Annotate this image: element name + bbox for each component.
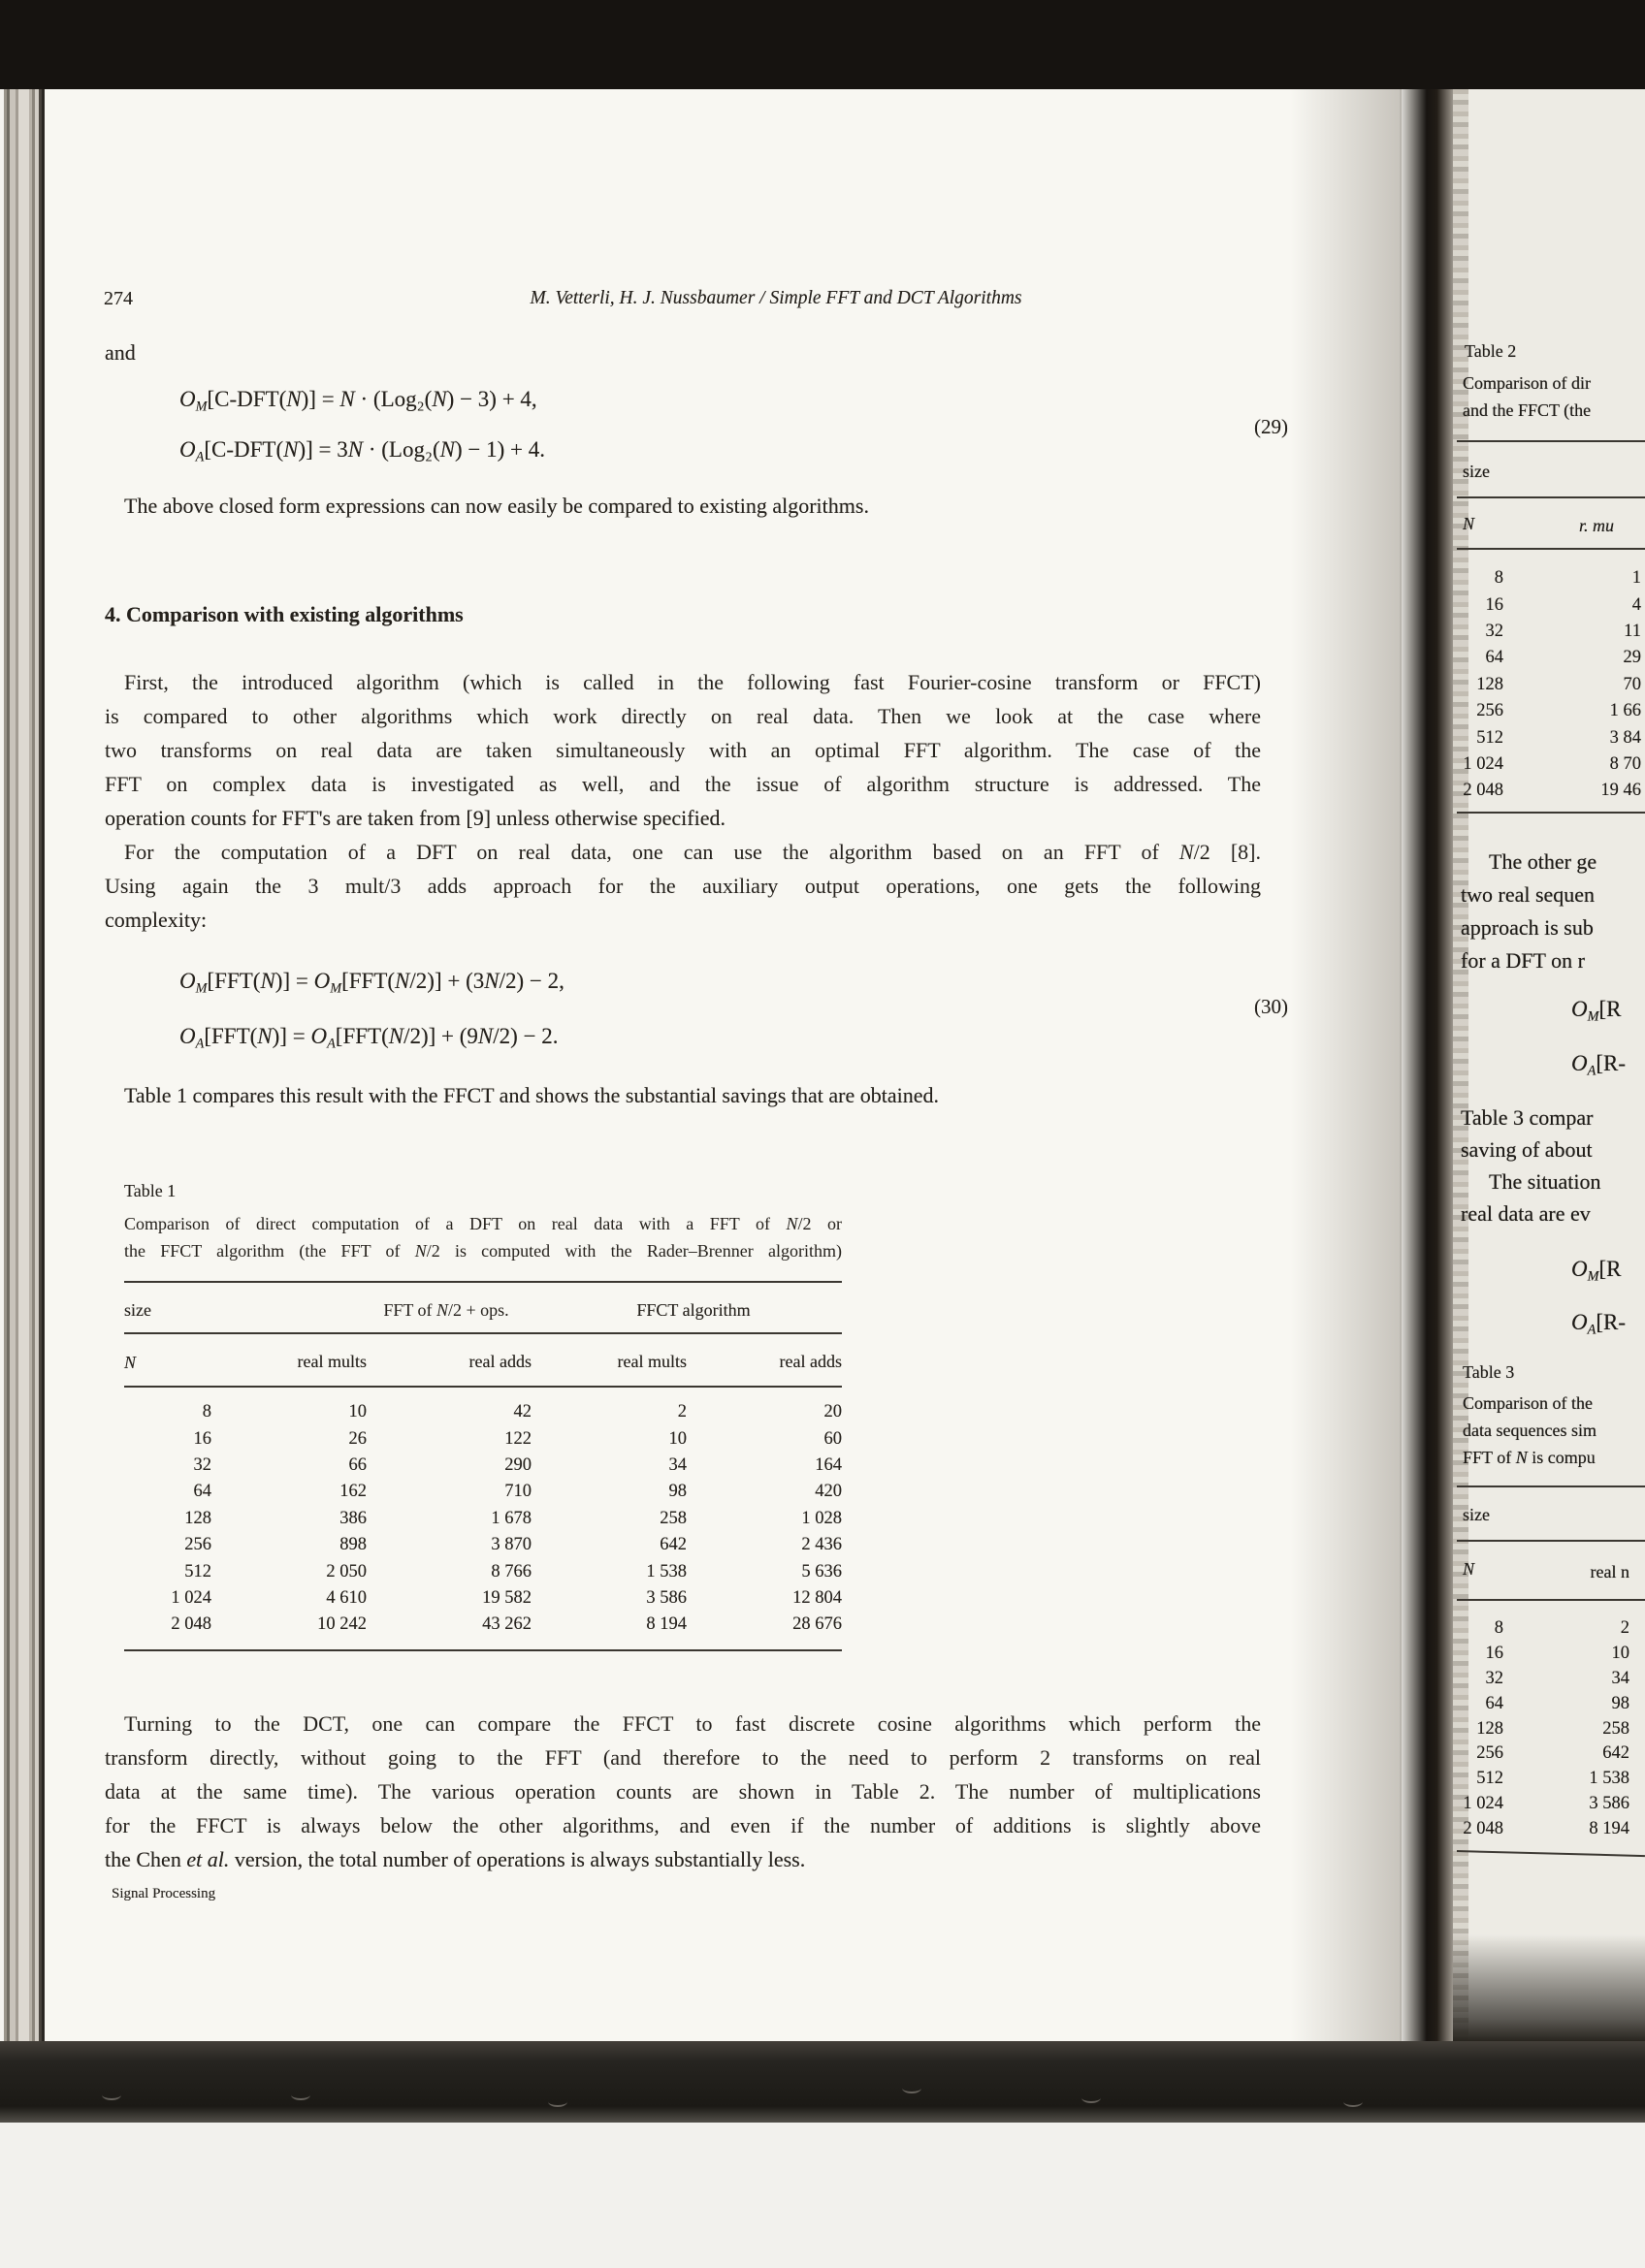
table-row: [1457, 1667, 1645, 1692]
equation-30-line-2: OA[FFT(N)] = OA[FFT(N/2)] + (9N/2) − 2.: [179, 1024, 559, 1052]
table-cell: 642: [660, 1535, 687, 1555]
table-cell: 2 048: [171, 1614, 211, 1635]
table-cell: 10: [1611, 1644, 1629, 1664]
table-row: [1457, 1816, 1645, 1841]
right-equation-fragment: OM[R: [1571, 1257, 1622, 1285]
table2-rule-bottom: [1457, 812, 1645, 814]
section-heading: 4. Comparison with existing algorithms: [105, 602, 464, 626]
journal-footer: Signal Processing: [112, 1886, 216, 1901]
table-cell: 2 048: [1463, 781, 1503, 801]
lead-word: and: [105, 340, 136, 365]
table-cell: 512: [184, 1561, 211, 1581]
table-row: [124, 1479, 842, 1505]
table-row: [124, 1558, 842, 1584]
table-cell: 60: [823, 1428, 842, 1449]
table1-col-n: N: [124, 1353, 137, 1372]
table3-body: [1457, 1616, 1645, 1841]
table-cell: 8 766: [491, 1561, 532, 1581]
table-row: [1457, 1691, 1645, 1716]
table2-title: Table 2: [1465, 341, 1517, 361]
equation-29-line-2: OA[C-DFT(N)] = 3N · (Log₂(N) − 1) + 4.: [179, 437, 546, 465]
table1-col-real-mults-ffct: real mults: [617, 1352, 687, 1371]
body-line: two transforms on real data are taken simultaneously with an optimal FFT algorithm. The case of the: [105, 738, 1261, 762]
right-page-bottom-fade: [1453, 1934, 1645, 2041]
table-cell: 4 610: [326, 1587, 367, 1608]
bottom-page-edge-band: [0, 2041, 1645, 2123]
table1-rule-top: [124, 1281, 842, 1283]
table-cell: 8: [202, 1402, 211, 1422]
right-equation-fragment: OA[R-: [1571, 1051, 1627, 1079]
right-body-line: The other ge: [1489, 849, 1597, 874]
table-cell: 290: [504, 1454, 532, 1475]
table-cell: 420: [815, 1482, 842, 1502]
table-cell: 28 676: [792, 1614, 842, 1635]
table-cell: 34: [1611, 1668, 1629, 1688]
table-cell: 10: [348, 1402, 367, 1422]
table1-col-real-mults-fft: real mults: [297, 1352, 367, 1371]
table-row: [1457, 724, 1645, 751]
table-cell: 3 586: [646, 1587, 687, 1608]
film-top-band: [0, 0, 1645, 89]
table1-rule-mid: [124, 1332, 842, 1334]
table-cell: 20: [823, 1402, 842, 1422]
table1-title: Table 1: [124, 1181, 177, 1200]
table-cell: 8 70: [1609, 753, 1641, 774]
right-body-line: Table 3 compar: [1461, 1105, 1594, 1130]
body-line: operation counts for FFT's are taken from [9] unless otherwise specified.: [105, 806, 726, 830]
page-curl-highlight: [902, 2083, 921, 2093]
table2-col-n: N: [1463, 514, 1475, 533]
table-cell: 98: [668, 1482, 687, 1502]
table-row: [124, 1425, 842, 1452]
table-cell: 3 870: [491, 1535, 532, 1555]
body-line: is compared to other algorithms which work directly on real data. Then we look at the case where: [105, 704, 1261, 728]
page-curl-highlight: [1081, 2092, 1101, 2103]
table-row: [1457, 591, 1645, 618]
table-cell: 128: [184, 1508, 211, 1528]
table-cell: 64: [1485, 648, 1503, 668]
table-cell: 16: [1485, 1644, 1503, 1664]
table1-col-real-adds-fft: real adds: [468, 1352, 532, 1371]
table-cell: 32: [1485, 1668, 1503, 1688]
table-cell: 16: [193, 1428, 211, 1449]
table3-caption-line: data sequences sim: [1463, 1421, 1597, 1440]
table-row: [1457, 565, 1645, 591]
table-cell: 386: [339, 1508, 367, 1528]
table-row: [124, 1453, 842, 1479]
table-row: [1457, 619, 1645, 645]
table-cell: 98: [1611, 1693, 1629, 1713]
table-cell: 1 678: [491, 1508, 532, 1528]
table-cell: 3 586: [1589, 1793, 1629, 1813]
table3-rule-top: [1457, 1485, 1645, 1487]
body-line: the Chen et al. version, the total number of operations is always substantially less.: [105, 1847, 806, 1871]
table-row: [1457, 751, 1645, 778]
table2-body: [1457, 565, 1645, 805]
equation-29-label: (29): [1254, 415, 1288, 438]
table-cell: 5 636: [801, 1561, 842, 1581]
table-cell: 42: [513, 1402, 532, 1422]
right-body-line: real data are ev: [1461, 1201, 1591, 1226]
table-row: [124, 1399, 842, 1425]
table-cell: 512: [1476, 727, 1503, 748]
table-cell: 29: [1623, 648, 1641, 668]
table-row: [1457, 698, 1645, 724]
table-row: [1457, 672, 1645, 698]
table-row: [124, 1612, 842, 1638]
right-body-line: saving of about: [1461, 1137, 1593, 1162]
table3-col-mults: real n: [1590, 1562, 1629, 1581]
table-row: [1457, 1767, 1645, 1792]
table-cell: 1 028: [801, 1508, 842, 1528]
table-cell: 66: [348, 1454, 367, 1475]
table-cell: 70: [1623, 674, 1641, 694]
left-page-edge-strip: [0, 89, 45, 2123]
table3-title: Table 3: [1463, 1362, 1515, 1382]
table3-caption-line: Comparison of the: [1463, 1393, 1593, 1413]
book-spine-shadow: [1400, 89, 1460, 2123]
table3-caption-line: FFT of N is compu: [1463, 1448, 1596, 1467]
table-row: [1457, 645, 1645, 671]
table-cell: 2: [677, 1402, 687, 1422]
table2-caption-line: and the FFCT (the: [1463, 400, 1592, 420]
equation-30-label: (30): [1254, 995, 1288, 1018]
table-cell: 8: [1494, 1618, 1503, 1639]
table2-rule-top: [1457, 440, 1645, 442]
table-cell: 1 024: [1463, 1793, 1503, 1813]
body-line: FFT on complex data is investigated as well, and the issue of algorithm structure is addressed. The: [105, 772, 1261, 796]
table-row: [1457, 1741, 1645, 1767]
table2-caption-line: Comparison of dir: [1463, 373, 1591, 393]
table-cell: 3 84: [1609, 727, 1641, 748]
table2-rule-head: [1457, 548, 1645, 550]
table-cell: 1 66: [1609, 701, 1641, 721]
body-line: transform directly, without going to the FFT (and therefore to the need to perform 2 transforms on real: [105, 1745, 1261, 1770]
table-cell: 256: [1476, 701, 1503, 721]
table1-rule-head: [124, 1386, 842, 1388]
table1-intro-sentence: Table 1 compares this result with the FFCT and shows the substantial savings that are obtained.: [124, 1083, 940, 1107]
table-cell: 32: [1485, 621, 1503, 641]
body-line: For the computation of a DFT on real data, one can use the algorithm based on an FFT of N/2 [8].: [124, 840, 1262, 864]
body-line: First, the introduced algorithm (which is called in the following fast Fourier-cosine transform or FFCT): [124, 670, 1261, 694]
table-cell: 642: [1602, 1743, 1629, 1764]
table-cell: 2 050: [326, 1561, 367, 1581]
table-cell: 8 194: [646, 1614, 687, 1635]
table-cell: 256: [184, 1535, 211, 1555]
table-cell: 19 582: [482, 1587, 532, 1608]
page-curl-highlight: [1343, 2096, 1363, 2107]
table-cell: 258: [660, 1508, 687, 1528]
table2-rule-mid: [1457, 496, 1645, 498]
table-row: [1457, 1642, 1645, 1667]
table-cell: 64: [193, 1482, 211, 1502]
table-cell: 11: [1624, 621, 1641, 641]
table-cell: 64: [1485, 1693, 1503, 1713]
table-cell: 710: [504, 1482, 532, 1502]
equation-29-line-1: OM[C-DFT(N)] = N · (Log₂(N) − 3) + 4,: [179, 387, 537, 415]
equation-30-line-1: OM[FFT(N)] = OM[FFT(N/2)] + (3N/2) − 2,: [179, 969, 564, 997]
left-page-gutter-shade: [1290, 89, 1402, 2041]
body-line: data at the same time). The various operation counts are shown in Table 2. The number of multiplications: [105, 1779, 1261, 1804]
page-curl-highlight: [291, 2090, 310, 2100]
body-line: complexity:: [105, 908, 208, 932]
table-cell: 43 262: [482, 1614, 532, 1635]
right-equation-fragment: OM[R: [1571, 997, 1622, 1025]
body-line: Turning to the DCT, one can compare the FFCT to fast discrete cosine algorithms which perform the: [124, 1711, 1261, 1736]
table1-caption-line: the FFCT algorithm (the FFT of N/2 is computed with the Rader–Brenner algorithm): [124, 1241, 842, 1261]
table-cell: 8: [1494, 568, 1503, 589]
table-cell: 2 048: [1463, 1818, 1503, 1838]
table3-col-n: N: [1463, 1559, 1475, 1579]
table3-rule-mid: [1457, 1540, 1645, 1542]
table-cell: 32: [193, 1454, 211, 1475]
table-row: [124, 1585, 842, 1612]
table-row: [1457, 778, 1645, 804]
table-cell: 16: [1485, 594, 1503, 615]
table-cell: 10 242: [317, 1614, 367, 1635]
table-cell: 12 804: [792, 1587, 842, 1608]
table-cell: 26: [348, 1428, 367, 1449]
body-line: Using again the 3 mult/3 adds approach for the auxiliary output operations, one gets the following: [105, 874, 1261, 898]
table-cell: 162: [339, 1482, 367, 1502]
right-equation-fragment: OA[R-: [1571, 1310, 1627, 1338]
table1-col-real-adds-ffct: real adds: [779, 1352, 842, 1371]
table-cell: 164: [815, 1454, 842, 1475]
table-cell: 122: [504, 1428, 532, 1449]
table-cell: 1: [1631, 568, 1641, 589]
table-cell: 512: [1476, 1769, 1503, 1789]
page-curl-highlight: [548, 2096, 567, 2107]
table-cell: 898: [339, 1535, 367, 1555]
right-body-line: two real sequen: [1461, 882, 1596, 907]
table-row: [1457, 1792, 1645, 1817]
table2-col-mults: r. mu: [1579, 516, 1615, 535]
table-cell: 2: [1620, 1618, 1629, 1639]
body-line: for the FFCT is always below the other algorithms, and even if the number of additions is slightly above: [105, 1813, 1261, 1837]
table-cell: 34: [668, 1454, 687, 1475]
table-cell: 258: [1602, 1718, 1629, 1739]
table-cell: 128: [1476, 674, 1503, 694]
table-row: [124, 1506, 842, 1532]
table-cell: 2 436: [801, 1535, 842, 1555]
right-body-line: The situation: [1489, 1169, 1601, 1194]
table-cell: 10: [668, 1428, 687, 1449]
page-curl-highlight: [102, 2090, 121, 2100]
table-cell: 1 024: [1463, 753, 1503, 774]
table3-rule-head: [1457, 1599, 1645, 1601]
scanner-background: [0, 2123, 1645, 2268]
table-cell: 1 538: [1589, 1769, 1629, 1789]
table-cell: 4: [1631, 594, 1641, 615]
table3-size-label: size: [1463, 1505, 1490, 1524]
table2-size-label: size: [1463, 462, 1490, 481]
table-cell: 8 194: [1589, 1818, 1629, 1838]
table1-group-ffct: FFCT algorithm: [636, 1300, 751, 1320]
table-cell: 19 46: [1600, 781, 1641, 801]
table-row: [124, 1532, 842, 1558]
table1-caption-line: Comparison of direct computation of a DFT on real data with a FFT of N/2 or: [124, 1214, 842, 1233]
closed-form-sentence: The above closed form expressions can now easily be compared to existing algorithms.: [124, 494, 869, 518]
table-cell: 1 538: [646, 1561, 687, 1581]
right-body-line: for a DFT on r: [1461, 948, 1585, 973]
table-row: [1457, 1716, 1645, 1741]
running-head: M. Vetterli, H. J. Nussbaumer / Simple FFT and DCT Algorithms: [530, 288, 1022, 308]
table-cell: 256: [1476, 1743, 1503, 1764]
table-cell: 128: [1476, 1718, 1503, 1739]
table-row: [1457, 1616, 1645, 1642]
table1-group-size: size: [124, 1300, 151, 1320]
table1-group-fft: FFT of N/2 + ops.: [383, 1300, 509, 1320]
table1-rule-bottom: [124, 1649, 842, 1651]
page-number: 274: [104, 288, 133, 309]
table-cell: 1 024: [171, 1587, 211, 1608]
table1-body: [124, 1399, 842, 1639]
right-body-line: approach is sub: [1461, 915, 1594, 940]
